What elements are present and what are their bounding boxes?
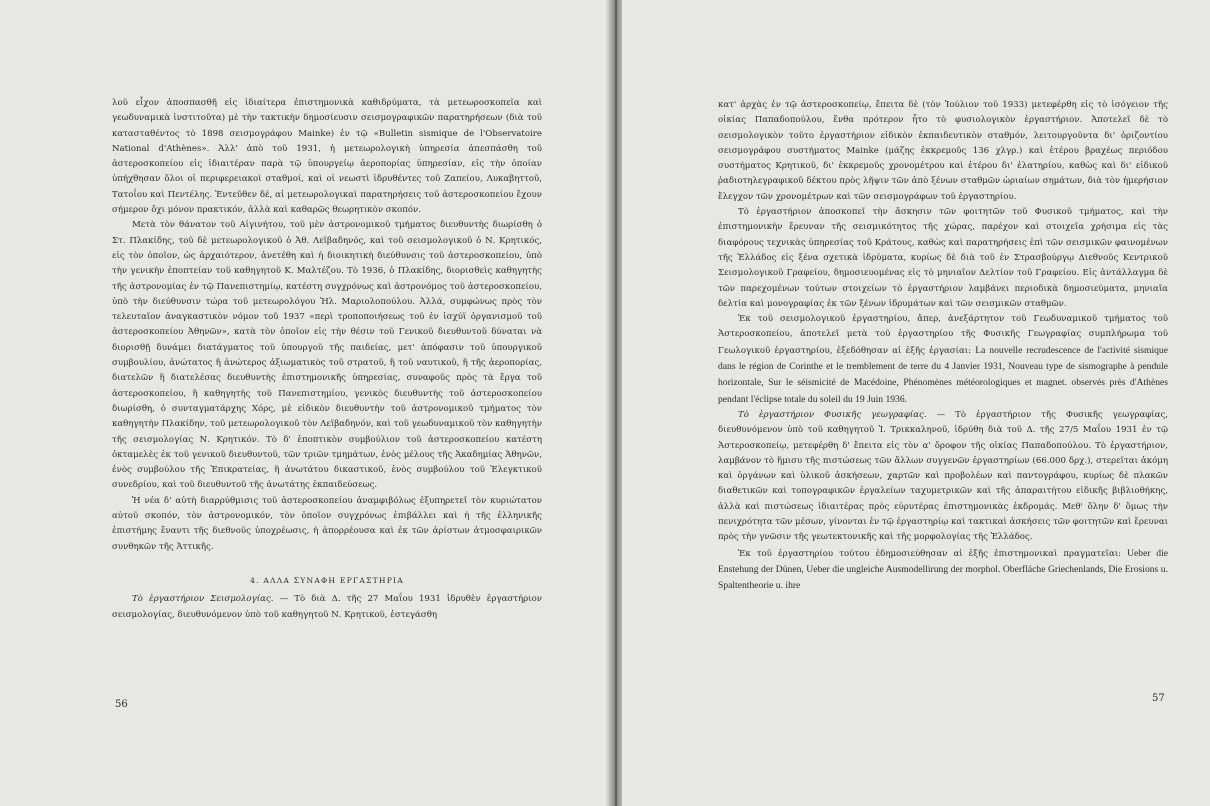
paragraph-text: Ἐκ τοῦ σεισμολογικοῦ ἐργαστηρίου, ἄπερ, ἀνεξάρτητον τοῦ Γεωδυναμικοῦ τμήματος τοῦ Ἀστεροσκοπείου, ἀποτελεῖ μετὰ τοῦ ἐργαστηρίου τῆς Φυσικῆς Γεωγραφίας συμπλήρωμα τοῦ Γεωλογικοῦ ἐργαστηρίου, ἐξεδόθησαν αἱ ἑξῆς ἐργασίαι: — [718, 314, 1168, 356]
section-heading: 4. ΑΛΛΑ ΣΥΝΑΦΗ ΕΡΓΑΣΤΗΡΙΑ — [250, 575, 404, 585]
paragraph — [718, 312, 1168, 408]
right-text-block — [718, 98, 1168, 595]
paragraph-text: — Τὸ διὰ Δ. τῆς 27 Μαΐου 1931 ἱδρυθὲν ἐργαστήριον σεισμολογίας, διευθυνόμενον ὑπὸ τοῦ καθηγητοῦ Ν. Κρητικοῦ, ἐστεγάσθη — [112, 594, 543, 620]
paragraph: Τὸ ἐργαστήριον ἀποσκοπεῖ τὴν ἄσκησιν τῶν φοιτητῶν τοῦ Φυσικοῦ τμήματος, καὶ τὴν ἐπιστημονικὴν ἔρευναν τῆς σεισμικότητος τῆς χώρας, παρέχον καὶ στοιχεῖα χρήσιμα εἰς τὰς διαφόρους τεχνικὰς ὑπηρεσίας τοῦ Κράτους, καθὼς καὶ παρατηρήσεις ἐπὶ τῶν σεισμικῶν φαινομένων τῆς Ἑλλάδος εἰς ξένα σχετικὰ ἱδρύματα, κυρίως δὲ διὰ τοῦ ἐν Στρασβούργῳ Διεθνοῦς Κεντρικοῦ Σεισμολογικοῦ Γραφείου, δημοσιευομένας εἰς τὸ μηνιαῖον Δελτίον τοῦ Γραφείου. Εἰς ἀντάλλαγμα δὲ τῶν παρεχομένων τούτων στοιχείων τὸ ἐργαστήριον λαμβάνει περιοδικὰ δημοσιεύματα, μηνιαῖα δελτία καὶ μονογραφίας ἐκ τῶν ξένων ἱδρυμάτων καὶ τῶν σεισμικῶν σταθμῶν. — [718, 207, 1168, 309]
page-number: 57 — [1152, 693, 1165, 704]
subsection-title: Τὸ ἐργαστήριον Φυσικῆς γεωγραφίας. — [738, 409, 927, 420]
paragraph — [112, 592, 542, 623]
left-text-block — [112, 96, 542, 623]
paragraph: κατ' ἀρχὰς ἐν τῷ ἀστεροσκοπείῳ, ἔπειτα δὲ (τὸν Ἰούλιον τοῦ 1933) μετεφέρθη εἰς τὸ ἰσόγειον τῆς οἰκίας Παπαδοπούλου, ἔνθα πρότερον ἦτο τὸ φυσιολογικὸν ἐργαστήριον. Ἀποτελεῖ δὲ τὸ σεισμολογικὸν τοῦτο ἐργαστήριον εἰδικὸν ἐκπαιδευτικὸν σταθμόν, λειτουργοῦντα δι' ὁριζοντίου σεισμογράφου συστήματος Mainke (μάζης ἐκκρεμοῦς 136 χλγρ.) καὶ ἑτέρου βραχέως περιόδου συστήματος Κρητικοῦ, δι' ἐκκρεμοῦς χρονομέτρου καὶ ἑτέρου δι' ἐλατηρίου, καθὼς καὶ δι' εἰδικοῦ ῥαδιοτηλεγραφικοῦ δέκτου πρὸς λῆψιν τῶν ἀπὸ ξένων σταθμῶν ὡριαίων σημάτων, διὰ τὸν ἡμερήσιον ἔλεγχον τῶν χρονομέτρων καὶ τῶν σεισμογράφων τοῦ ἐργαστηρίου. — [718, 100, 1168, 202]
paragraph — [718, 546, 1168, 595]
paragraph-text: Ἐκ τοῦ ἐργαστηρίου τούτου ἐδημοσιεύθησαν αἱ ἑξῆς ἐπιστημονικαὶ πραγματεῖαι: — [738, 548, 1122, 559]
publication-list: Ueber die Enstehung der Dünen, Ueber die ungleiche Ausmodellirung der morphol. Oberfläche Griechenlands, Die Erosions u. Spaltentheorie u. ihre — [718, 547, 1169, 592]
paragraph: λοῦ εἶχον ἀποσπασθῆ εἰς ἰδιαίτερα ἐπιστημονικὰ καθιδρύματα, τὰ μετεωροσκοπεῖα καὶ γεωδυναμικὰ ἰνστιτοῦτα) μὲ τὴν τακτικὴν δημοσίευσιν σεισμογραφικῶν παρατηρήσεων (διὰ τοῦ κατασταθέντος τὸ 1898 σεισμογράφου Mainke) ἐν τῷ «Bulletin sismique de l'Observatoire National d'Athènes». Ἀλλ' ἀπὸ τοῦ 1931, ἡ μετεωρολογικὴ ὑπηρεσία ἀπεσπάσθη τοῦ ἀστεροσκοπείου εἰς ἰδιαιτέραν παρὰ τῷ ὑπουργείῳ ἀεροπορίας ὑπηρεσίαν, εἰς τὴν ὁποίαν ὑπήχθησαν ὅλοι οἱ περιφερειακοὶ σταθμοί, καὶ οἱ νεωστὶ ἱδρυθέντες τοῦ Ζαπείου, Λυκαβηττοῦ, Τατοΐου καὶ Πεντέλης. Ἐντεῦθεν δέ, αἱ μετεωρολογικαὶ παρατηρήσεις τοῦ ἀστεροσκοπείου ἔχουν σήμερον ὄχι μόνον πρακτικόν, ἀλλὰ καὶ καθαρῶς θεωρητικὸν σκοπόν. — [112, 98, 542, 216]
paragraph: Μετὰ τὸν θάνατον τοῦ Αἰγινήτου, τοῦ μὲν ἀστρονομικοῦ τμήματος διευθυντὴς διωρίσθη ὁ Στ. Πλακίδης, τοῦ δὲ μετεωρολογικοῦ ὁ Ἀθ. Λεϊβαδηνός, καὶ τοῦ σεισμολογικοῦ ὁ Ν. Κρητικός, εἰς τὸν ὁποῖον, ὡς ἀρχαιότερον, ἀνετέθη καὶ ἡ διοικητικὴ διεύθυνσις τοῦ ἀστεροσκοπείου, ὑπὸ τὴν γενικὴν ἐποπτείαν τοῦ καθηγητοῦ Κ. Μαλτέζου. Τὸ 1936, ὁ Πλακίδης, διορισθεὶς καθηγητὴς τῆς ἀστρονομίας ἐν τῷ Πανεπιστημίῳ, κατέστη συγχρόνως καὶ ἀστρονόμος τοῦ ἀστεροσκοπείου, ὑπὸ τὴν διεύθυνσιν τώρα τοῦ μετεωρολόγου Ἠλ. Μαριολοπούλου. Ἀλλά, συμφώνως πρὸς τὸν τελευταῖον ἀναγκαστικὸν νόμον τοῦ 1937 «περὶ τροποποιήσεως τοῦ ἐν ἰσχύϊ ὀργανισμοῦ τοῦ ἀστεροσκοπείου Ἀθηνῶν», κατὰ τὸν ὁποῖον εἰς τὴν θέσιν τοῦ Γενικοῦ διευθυντοῦ δύναται νὰ διορισθῇ δυνάμει διατάγματος τοῦ ὑπουργοῦ τῆς παιδείας, μετ' ἀπόφασιν τοῦ ὑπουργικοῦ συμβουλίου, ἀνώτατος ἢ ἀνώτερος ἀξιωματικὸς τοῦ στρατοῦ, ἢ τοῦ ναυτικοῦ, ἢ τῆς ἀεροπορίας, διατελῶν ἢ διατελέσας διευθυντὴς ἐπιστημονικῆς ὑπηρεσίας, συναφοῦς πρὸς τὰ ἔργα τοῦ ἀστεροσκοπείου, ἢ καθηγητὴς τοῦ Πανεπιστημίου, γενικὸς διευθυντὴς τοῦ ἀστεροσκοπείου διωρίσθη, ὁ συνταγματάρχης Χόρς, μὲ εἰδικὸν διευθυντὴν τοῦ ἀστρονομικοῦ τμήματος τὸν καθηγητὴν Πλακίδην, τοῦ μετεωρολογικοῦ τὸν Λεϊβαδηνόν, καὶ τοῦ γεωδυναμικοῦ τὸν καθηγητὴν τῆς σεισμολογίας Ν. Κρητικόν. Τὸ δ' ἐποπτικὸν συμβούλιον τοῦ ἀστεροσκοπείου κατέστη ὀκταμελὲς ἐκ τοῦ γενικοῦ διευθυντοῦ, τῶν τριῶν τμημάτων, ἑνὸς μέλους τῆς Ἀκαδημίας Ἀθηνῶν, ἑνὸς συμβούλου τῆς Ἐπικρατείας, ἢ ἀνωτάτου δικαστικοῦ, ἑνὸς συμβούλου τοῦ Ἐλεγκτικοῦ συνεδρίου, καὶ τοῦ διευθυντοῦ τῆς ἀνωτάτης ἐκπαιδεύσεως. — [112, 220, 542, 491]
page-number: 56 — [115, 699, 128, 710]
right-page — [622, 0, 1210, 806]
paragraph: Ἡ νέα δ' αὐτὴ διαρρύθμισις τοῦ ἀστεροσκοπείου ἀναμφιβόλως ἐξυπηρετεῖ τὸν κυριώτατον αὐτοῦ σκοπόν, τὸν ἀστρονομικόν, τὸν ὁποῖον συγχρόνως ἐπιβάλλει καὶ ἡ τῆς ἑλληνικῆς ἐπιστήμης ἔναντι τῆς διεθνοῦς ὑποχρέωσις, ἡ ἀπορρέουσα καὶ ἐκ τῶν ἀρίστων ἀτμοσφαιρικῶν συνθηκῶν τῆς Ἀττικῆς. — [112, 495, 542, 552]
subsection-title: Τὸ ἐργαστήριον Σεισμολογίας. — [132, 594, 274, 605]
publication-list: La nouvelle recrudescence de l'activité sismique dans le région de Corinthe et le tremblement de terre du 4 Janvier 1931, Nouveau type de sismographe à pendule horizontale, Sur le séismicité de Macédoine, Phénomènes météorologiques et magnet. observés près d'Athènes pendant l'éclipse totale du soleil du 19 Juin 1936. — [718, 344, 1168, 405]
paragraph — [718, 408, 1168, 546]
paragraph-text: — Τὸ ἐργαστήριον τῆς Φυσικῆς γεωγραφίας, διευθυνόμενον ὑπὸ τοῦ καθηγητοῦ Ἰ. Τρικκαληνοῦ, ἱδρύθη διὰ τοῦ Δ. τῆς 27/5 Μαΐου 1931 ἐν τῷ Ἀστεροσκοπείῳ, μετεφέρθη δ' ἔπειτα εἰς τὸν α' ὄροφον τῆς οἰκίας Παπαδοπούλου. Τὸ ἐργαστήριον, λαμβάνον τὸ ἥμισυ τῆς πιστώσεως τῶν ἄλλων συγγενῶν ἐργαστηρίων (66.000 δρχ.), στερεῖται ἀκόμη καὶ ὀργάνων καὶ ὑλικοῦ ἀσκήσεων, χαρτῶν καὶ προβολέων καὶ παντογράφου, κυρίως δὲ πλακῶν διαθετικῶν καὶ τοπογραφικῶν ἐργαλείων ταχυμετρικῶν καὶ τῆς ἀπαραιτήτου εἰδικῆς βιβλιοθήκης, ἀλλὰ καὶ πιστώσεως ἰδιαιτέρας πρὸς εὐρυτέρας ἐπιστημονικὰς ἐκδρομάς. Μεθ' ὅλην δ' ὅμως τὴν πενιχρότητα τῶν μέσων, γίνονται ἐν τῷ ἐργαστηρίῳ καὶ τακτικαὶ ἀσκήσεις τῶν φοιτητῶν καὶ ἔρευναι πρὸς τὴν γνῶσιν τῆς γεωτεκτονικῆς καὶ τῆς μορφολογίας τῆς Ἑλλάδος. — [718, 409, 1168, 543]
